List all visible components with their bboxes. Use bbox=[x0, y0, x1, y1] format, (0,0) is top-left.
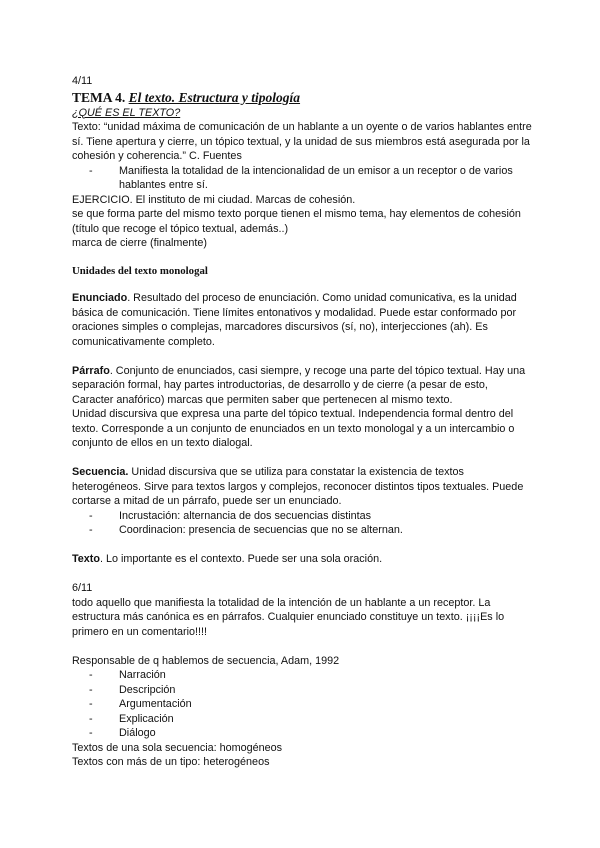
list-item bbox=[72, 523, 532, 538]
enunciado-term: Enunciado bbox=[72, 292, 128, 304]
list-item bbox=[72, 683, 532, 698]
exercise-line-2: marca de cierre (finalmente) bbox=[72, 237, 208, 249]
parrafo-extra: Unidad discursiva que expresa una parte del tópico textual. Independencia formal dentro del texto. Corresponde a un conjunto de enunciados en un texto monologal y a un intercambio o conjunto de ellos en un texto dialogal. bbox=[72, 408, 515, 449]
list-item bbox=[72, 509, 532, 524]
parrafo-text: . Conjunto de enunciados, casi siempre, y recoge una parte del tópico textual. Hay una separación formal, hay partes introductorias, de desarrollo y de cierre (a pesar de esto, Caracter anafórico) marcas que permiten saber que pertenecen al mismo texto. bbox=[72, 364, 526, 406]
section-heading: Unidades del texto monologal bbox=[72, 264, 208, 277]
exercise-heading: EJERCICIO. El instituto de mi ciudad. Marcas de cohesión. bbox=[72, 193, 356, 206]
dash-bullet: - bbox=[89, 164, 93, 177]
responsable-line: Responsable de q hablemos de secuencia, Adam, 1992 bbox=[72, 654, 340, 667]
list-item bbox=[72, 697, 532, 712]
secuencia-term: Secuencia. bbox=[72, 466, 129, 478]
type-descripcion: Descripción bbox=[119, 683, 176, 696]
subtitle: ¿QUÉ ES EL TEXTO? bbox=[72, 106, 181, 119]
dash-bullet: - bbox=[89, 727, 93, 739]
page-title bbox=[72, 90, 532, 106]
dash-bullet: - bbox=[89, 712, 93, 725]
exercise-line-1: se que forma parte del mismo texto porque tienen el mismo tema, hay elementos de cohesión (título que recoge el tópico textual, además..) bbox=[72, 208, 521, 235]
title-topic-name: El texto. Estructura y tipología bbox=[128, 89, 301, 105]
homogeneos-line: Textos de una sola secuencia: homogéneos bbox=[72, 741, 283, 754]
texto-text: . Lo importante es el contexto. Puede ser una sola oración. bbox=[100, 553, 383, 565]
document-page bbox=[72, 74, 532, 770]
dash-bullet: - bbox=[89, 698, 93, 710]
texto-paragraph bbox=[72, 552, 532, 567]
list-item bbox=[72, 726, 532, 741]
coordinacion-text: Coordinacion: presencia de secuencias que no se alternan. bbox=[119, 524, 403, 536]
parrafo-paragraph bbox=[72, 364, 532, 408]
secuencia-text: Unidad discursiva que se utiliza para constatar la existencia de textos heterogéneos. Sirve para textos largos y complejos, reconocer distintos tipos textuales. Puede cortarse a mitad de un párrafo, puede ser un enunciado. bbox=[72, 466, 524, 507]
dash-bullet: - bbox=[89, 524, 93, 536]
title-topic-number: TEMA 4. bbox=[72, 89, 129, 105]
heterogeneos-line: Textos con más de un tipo: heterogéneos bbox=[72, 756, 270, 768]
enunciado-paragraph bbox=[72, 291, 532, 349]
paragraph-6-11: todo aquello que manifiesta la totalidad de la intención de un hablante a un receptor. La estructura más canónica es en párrafos. Cualquier enunciado constituye un texto. ¡¡¡¡Es lo primero en un comentario!!!! bbox=[72, 596, 505, 638]
dash-bullet: - bbox=[89, 683, 93, 696]
type-argumentacion: Argumentación bbox=[119, 698, 192, 710]
list-item bbox=[72, 164, 532, 193]
date-4-11: 4/11 bbox=[72, 75, 93, 87]
incrustacion-text: Incrustación: alternancia de dos secuencias distintas bbox=[119, 509, 372, 522]
parrafo-term: Párrafo bbox=[72, 364, 110, 377]
type-dialogo: Diálogo bbox=[119, 727, 156, 739]
enunciado-text: . Resultado del proceso de enunciación. Como unidad comunicativa, es la unidad básica de comunicación. Tiene límites entonativos y modalidad. Puede estar conformado por oraciones simples o complejas, marcadores discursivos (sí, no), interjecciones (ah). Es comunicativamente completo. bbox=[72, 292, 517, 348]
dash-bullet: - bbox=[89, 509, 93, 522]
dash-bullet: - bbox=[89, 669, 93, 681]
secuencia-paragraph bbox=[72, 465, 532, 509]
text-definition: Texto: “unidad máxima de comunicación de un hablante a un oyente o de varios hablantes entre sí. Tiene apertura y cierre, un tópico textual, y la unidad de sus miembros está asegurada por la cohesión y coherencia.” C. Fuentes bbox=[72, 121, 532, 162]
type-narracion: Narración bbox=[119, 669, 166, 681]
type-explicacion: Explicación bbox=[119, 712, 174, 725]
list-item bbox=[72, 668, 532, 683]
texto-term: Texto bbox=[72, 553, 100, 565]
list-item bbox=[72, 712, 532, 727]
bullet-text: Manifiesta la totalidad de la intencionalidad de un emisor a un receptor o de varios hablantes entre sí. bbox=[119, 164, 513, 191]
date-6-11: 6/11 bbox=[72, 582, 93, 594]
